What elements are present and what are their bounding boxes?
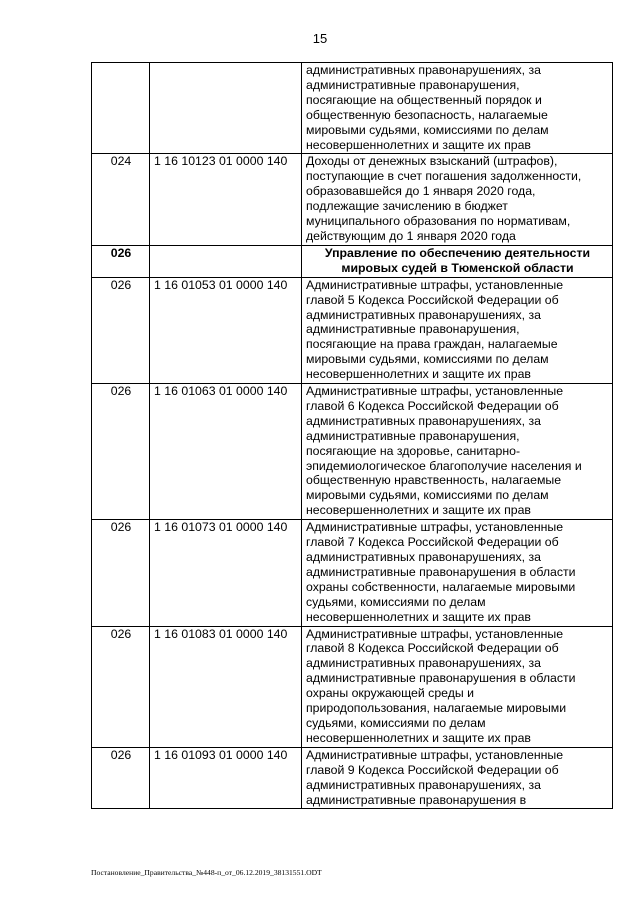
revenue-name-cell: Административные штрафы, установленные главой 6 Кодекса Российской Федерации об административных правонарушениях, за административные правонарушения, посягающие на здоровье, санитарно- эпидемиологическое благополучие населения и общественную нравственность, налагаемые мировыми судьями, комиссиями по делам несовершеннолетних и защите их прав	[302, 384, 613, 520]
budget-code-cell: 1 16 01053 01 0000 140	[150, 277, 302, 383]
budget-code-cell: 1 16 10123 01 0000 140	[150, 154, 302, 245]
revenue-codes-table	[91, 62, 613, 809]
revenue-name-cell: Административные штрафы, установленные главой 8 Кодекса Российской Федерации об административных правонарушениях, за административные правонарушения в области охраны окружающей среды и природопользования, налагаемые мировыми судьями, комиссиями по делам несовершеннолетних и защите их прав	[302, 626, 613, 747]
admin-code-cell: 026	[92, 626, 150, 747]
table-row	[92, 747, 613, 809]
table-row	[92, 626, 613, 747]
admin-code-cell: 026	[92, 384, 150, 520]
revenue-name-cell: административных правонарушениях, за административные правонарушения, посягающие на общественный порядок и общественную безопасность, налагаемые мировыми судьями, комиссиями по делам несовершеннолетних и защите их прав	[302, 63, 613, 154]
admin-code-cell: 024	[92, 154, 150, 245]
admin-code-cell: 026	[92, 520, 150, 626]
administrator-header-row	[92, 245, 613, 277]
admin-code-cell: 026	[92, 747, 150, 809]
admin-code-cell	[92, 63, 150, 154]
budget-code-cell: 1 16 01093 01 0000 140	[150, 747, 302, 809]
document-footer: Постановление_Правительства_№448-п_от_06.12.2019_38131551.ODT	[91, 868, 322, 877]
budget-code-cell: 1 16 01073 01 0000 140	[150, 520, 302, 626]
revenue-name-cell: Административные штрафы, установленные главой 9 Кодекса Российской Федерации об административных правонарушениях, за административные правонарушения в	[302, 747, 613, 809]
table-row	[92, 384, 613, 520]
admin-code-cell: 026	[92, 277, 150, 383]
table-row	[92, 520, 613, 626]
admin-code-cell: 026	[92, 245, 150, 277]
table-row	[92, 277, 613, 383]
revenue-name-cell: Доходы от денежных взысканий (штрафов), поступающие в счет погашения задолженности, образовавшейся до 1 января 2020 года, подлежащие зачислению в бюджет муниципального образования по нормативам, действующим до 1 января 2020 года	[302, 154, 613, 245]
budget-code-cell: 1 16 01083 01 0000 140	[150, 626, 302, 747]
page-number: 15	[312, 31, 328, 46]
budget-code-cell	[150, 63, 302, 154]
revenue-name-cell: Административные штрафы, установленные главой 5 Кодекса Российской Федерации об административных правонарушениях, за административные правонарушения, посягающие на права граждан, налагаемые мировыми судьями, комиссиями по делам несовершеннолетних и защите их прав	[302, 277, 613, 383]
table-row	[92, 154, 613, 245]
administrator-name-cell: Управление по обеспечению деятельности мировых судей в Тюменской области	[302, 245, 613, 277]
table-row	[92, 63, 613, 154]
budget-code-cell	[150, 245, 302, 277]
revenue-name-cell: Административные штрафы, установленные главой 7 Кодекса Российской Федерации об административных правонарушениях, за административные правонарушения в области охраны собственности, налагаемые мировыми судьями, комиссиями по делам несовершеннолетних и защите их прав	[302, 520, 613, 626]
budget-code-cell: 1 16 01063 01 0000 140	[150, 384, 302, 520]
